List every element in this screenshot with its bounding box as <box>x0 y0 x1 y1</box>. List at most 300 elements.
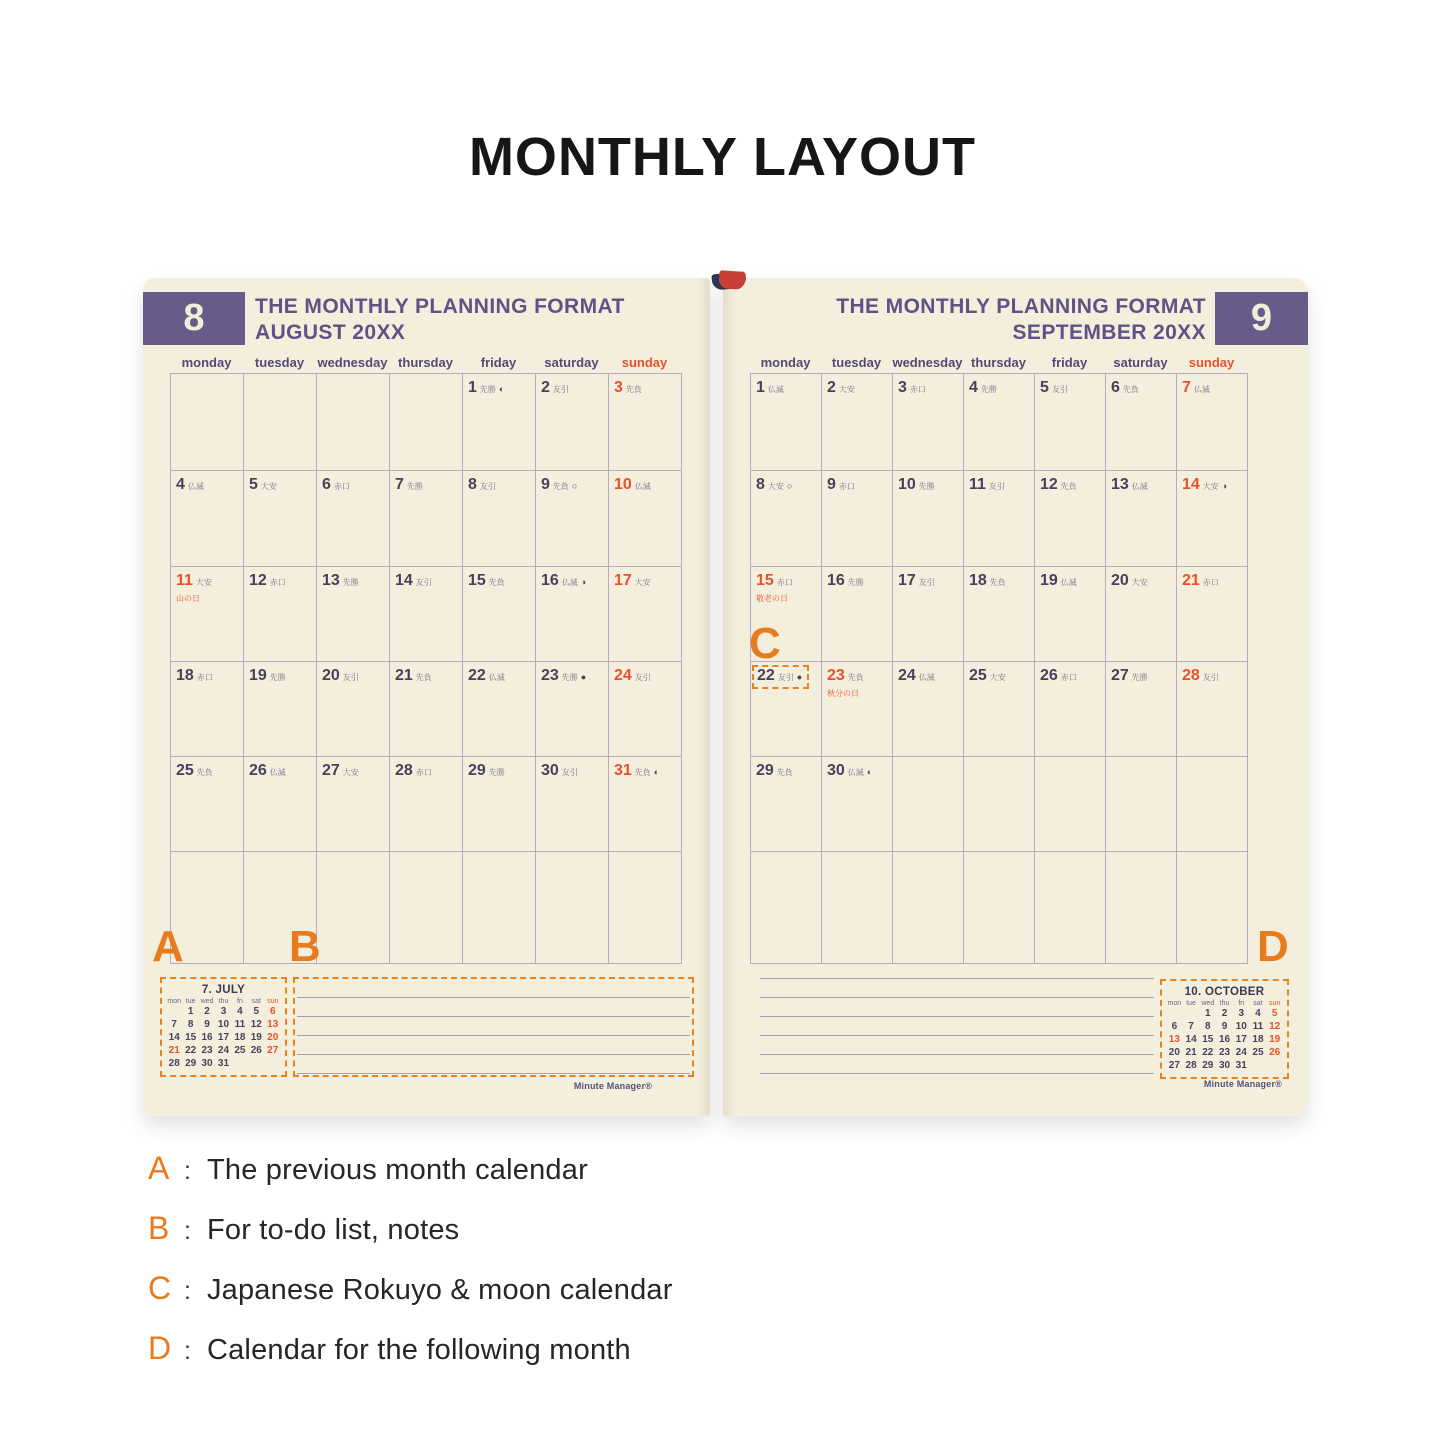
legend-item <box>148 1150 673 1187</box>
calendar-day-cell <box>244 374 317 471</box>
day-cell-content <box>541 476 577 494</box>
mini-calendar-day: 27 <box>1168 1060 1180 1071</box>
day-cell-content <box>176 762 213 780</box>
day-cell-content <box>468 379 504 397</box>
moon-phase-icon: ○ <box>786 481 793 491</box>
bookmark-ribbon-icon <box>711 270 751 292</box>
rokuyo-label: 友引 <box>552 385 569 394</box>
calendar-day-cell <box>609 471 682 567</box>
date-number: 15 <box>468 572 486 589</box>
day-cell-content <box>898 667 935 685</box>
day-cell-content <box>249 667 286 685</box>
day-cell-content <box>1111 476 1148 494</box>
mini-calendar-day: 11 <box>234 1019 246 1030</box>
mini-calendar-day: 14 <box>1185 1034 1197 1045</box>
rokuyo-label: 先負 <box>847 673 864 682</box>
mini-weekday-header: mon <box>167 998 182 1005</box>
day-cell-content <box>1182 572 1219 590</box>
calendar-day-cell <box>1035 471 1106 567</box>
mini-calendar-day: 1 <box>187 1006 194 1017</box>
mini-calendar-day: 31 <box>1235 1060 1247 1071</box>
day-cell-content <box>468 762 505 780</box>
date-number: 24 <box>898 667 916 684</box>
legend-colon: : <box>184 1277 191 1305</box>
day-cell-content <box>898 379 926 397</box>
day-cell-content <box>969 476 1005 494</box>
mini-calendar-day: 3 <box>1238 1008 1245 1019</box>
weekday-header: thursday <box>971 355 1026 370</box>
mini-calendar-day: 28 <box>1185 1060 1197 1071</box>
mini-calendar-day: 2 <box>1221 1008 1228 1019</box>
mini-calendar-day-headers <box>1166 1000 1283 1007</box>
mini-weekday-header: thu <box>1219 1000 1230 1007</box>
month-year-line: SEPTEMBER 20XX <box>1012 321 1206 344</box>
day-cell-content <box>614 379 642 397</box>
rokuyo-label: 先勝 <box>479 385 496 394</box>
day-cell-content <box>541 379 569 397</box>
rokuyo-label: 先負 <box>415 673 432 682</box>
day-cell-content <box>468 667 505 685</box>
mini-calendar-day <box>232 1057 248 1070</box>
date-number: 12 <box>1040 476 1058 493</box>
date-number: 1 <box>468 379 477 396</box>
mini-calendar-day: 8 <box>187 1019 194 1030</box>
mini-calendar-day: 7 <box>171 1019 177 1030</box>
date-number: 6 <box>1111 379 1120 396</box>
legend-item <box>148 1330 673 1367</box>
day-cell-content <box>614 572 651 590</box>
calendar-day-cell <box>1106 852 1177 964</box>
moon-phase-icon: ● <box>796 672 803 682</box>
date-number: 17 <box>614 572 632 589</box>
date-number: 9 <box>541 476 550 493</box>
rokuyo-label: 先負 <box>1060 482 1077 491</box>
date-number: 6 <box>322 476 331 493</box>
rokuyo-label: 赤口 <box>333 482 350 491</box>
mini-calendar-week-row <box>1166 1020 1283 1033</box>
legend-text: For to-do list, notes <box>206 1214 460 1246</box>
note-line <box>297 1035 690 1036</box>
date-number: 18 <box>176 667 194 684</box>
calendar-day-cell <box>317 852 390 964</box>
mini-calendar-day: 21 <box>1185 1047 1197 1058</box>
weekday-header: friday <box>1051 355 1088 370</box>
date-number: 9 <box>827 476 836 493</box>
mini-calendar-day <box>1250 1059 1267 1072</box>
date-number: 8 <box>756 476 765 493</box>
weekday-header: thursday <box>398 355 453 370</box>
mini-calendar-day: 10 <box>1235 1021 1247 1032</box>
calendar-day-cell <box>822 374 893 471</box>
calendar-day-cell <box>893 662 964 757</box>
rokuyo-label: 大安 <box>634 578 651 587</box>
day-cell-content <box>395 667 432 685</box>
note-line <box>297 1016 690 1017</box>
date-number: 29 <box>756 762 774 779</box>
date-number: 26 <box>1040 667 1058 684</box>
rokuyo-label: 先負 <box>1122 385 1139 394</box>
legend-text: Calendar for the following month <box>206 1334 631 1366</box>
calendar-day-cell <box>751 757 822 852</box>
calendar-day-cell <box>317 757 390 852</box>
date-number: 23 <box>541 667 559 684</box>
calendar-day-cell <box>463 662 536 757</box>
calendar-day-cell <box>609 374 682 471</box>
calendar-day-cell <box>244 662 317 757</box>
weekday-header: saturday <box>1113 355 1168 370</box>
date-number: 2 <box>827 379 836 396</box>
holiday-label: 秋分の日 <box>827 689 859 698</box>
legend-item <box>148 1270 673 1307</box>
weekday-header: tuesday <box>831 355 882 370</box>
calendar-day-cell <box>1177 662 1248 757</box>
day-cell-content <box>969 379 997 397</box>
date-number: 3 <box>614 379 623 396</box>
notes-area-box <box>293 977 694 1077</box>
date-number: 11 <box>969 476 986 493</box>
calendar-day-cell <box>463 852 536 964</box>
rokuyo-label: 仏滅 <box>918 673 935 682</box>
mini-calendar-day: 26 <box>250 1045 262 1056</box>
note-line <box>760 978 1154 979</box>
note-line <box>297 997 690 998</box>
mini-calendar-title: 10. OCTOBER <box>1184 986 1265 998</box>
calendar-day-cell <box>244 757 317 852</box>
note-line <box>760 1016 1154 1017</box>
day-cell-content <box>322 667 359 685</box>
ribbon-red-part <box>718 270 745 290</box>
date-number: 11 <box>176 572 193 589</box>
day-cell-content <box>827 667 864 685</box>
moon-phase-icon: ○ <box>571 481 578 491</box>
day-cell-content <box>468 476 496 494</box>
date-number: 8 <box>468 476 477 493</box>
mini-calendar-day: 16 <box>201 1032 213 1043</box>
date-number: 2 <box>541 379 550 396</box>
date-number: 14 <box>1182 476 1200 493</box>
legend-letter: A <box>148 1150 170 1186</box>
moon-phase-icon: ◑ <box>1221 481 1228 491</box>
mini-calendar-day: 9 <box>204 1019 210 1030</box>
weekday-header: monday <box>181 355 232 370</box>
calendar-day-cell <box>1106 374 1177 471</box>
mini-calendar-day: 12 <box>1269 1021 1281 1032</box>
rokuyo-label: 赤口 <box>1060 673 1077 682</box>
date-number: 7 <box>395 476 404 493</box>
day-cell-content <box>827 379 855 397</box>
rokuyo-label: 先勝 <box>1131 673 1148 682</box>
mini-calendar-day: 26 <box>1269 1047 1281 1058</box>
rokuyo-label: 大安 <box>838 385 855 394</box>
calendar-day-cell <box>1177 374 1248 471</box>
day-cell-content <box>1040 572 1077 590</box>
mini-calendar-day <box>166 1005 182 1018</box>
note-line <box>297 1073 690 1074</box>
mini-calendar-day: 16 <box>1218 1034 1231 1045</box>
day-cell-content <box>898 476 935 494</box>
moon-phase-icon: ● <box>580 672 587 682</box>
day-cell-content <box>176 667 213 685</box>
rokuyo-label: 赤口 <box>196 673 213 682</box>
legend-text: Japanese Rokuyo & moon calendar <box>206 1274 673 1306</box>
marker-letter-d: D <box>1257 922 1289 971</box>
planning-format-line: THE MONTHLY PLANNING FORMAT <box>255 295 625 318</box>
mini-calendar-day: 15 <box>185 1032 197 1043</box>
mini-calendar-day: 7 <box>1188 1021 1194 1032</box>
day-cell-content <box>1111 379 1139 397</box>
calendar-day-cell <box>893 374 964 471</box>
date-number: 5 <box>249 476 258 493</box>
day-cell-content <box>322 476 350 494</box>
date-number: 3 <box>898 379 907 396</box>
mini-weekday-header: fri <box>1238 1000 1245 1007</box>
holiday-label: 敬老の日 <box>756 594 788 603</box>
moon-phase-icon: ◐ <box>866 767 873 777</box>
month-grid <box>170 373 682 964</box>
rokuyo-label: 先勝 <box>980 385 997 394</box>
calendar-day-cell <box>1177 757 1248 852</box>
calendar-day-cell <box>609 662 682 757</box>
mini-calendar-day: 22 <box>1202 1047 1214 1058</box>
date-number: 19 <box>1040 572 1058 589</box>
calendar-day-cell <box>893 567 964 662</box>
mini-calendar-day: 29 <box>185 1058 197 1069</box>
mini-calendar-week-row <box>166 1031 281 1044</box>
rokuyo-label: 大安 <box>260 482 277 491</box>
weekday-header: friday <box>480 355 517 370</box>
date-number: 28 <box>395 762 413 779</box>
calendar-day-cell <box>317 374 390 471</box>
calendar-day-cell <box>390 757 463 852</box>
rokuyo-label: 先負 <box>625 385 642 394</box>
mini-calendar-day: 22 <box>185 1045 197 1056</box>
mini-calendar-week-row <box>1166 1033 1283 1046</box>
day-cell-content <box>249 476 277 494</box>
day-cell-content <box>1111 667 1148 685</box>
mini-calendar-day: 25 <box>234 1045 246 1056</box>
calendar-day-cell <box>751 471 822 567</box>
legend-letter: C <box>148 1270 172 1306</box>
day-header-row <box>170 355 681 370</box>
date-number: 28 <box>1182 667 1200 684</box>
rokuyo-label: 赤口 <box>838 482 855 491</box>
previous-month-mini-calendar-box <box>160 977 287 1077</box>
rokuyo-label: 赤口 <box>776 578 793 587</box>
date-number: 14 <box>395 572 413 589</box>
mini-calendar-day <box>1266 1059 1283 1072</box>
calendar-day-cell <box>893 852 964 964</box>
mini-calendar-day: 10 <box>217 1019 230 1030</box>
weekday-header: wednesday <box>892 355 963 370</box>
calendar-day-cell <box>1106 567 1177 662</box>
rokuyo-label: 大安 <box>767 482 784 491</box>
day-cell-content <box>969 572 1006 590</box>
date-number: 13 <box>322 572 340 589</box>
day-cell-content <box>541 762 578 780</box>
rokuyo-label: 先勝 <box>847 578 864 587</box>
date-number: 16 <box>827 572 845 589</box>
legend-letter: B <box>148 1210 170 1246</box>
mini-calendar-day: 30 <box>1218 1060 1231 1071</box>
mini-calendar-day: 23 <box>1218 1047 1231 1058</box>
month-year-line: AUGUST 20XX <box>255 321 406 344</box>
rokuyo-label: 先負 <box>196 768 213 777</box>
day-cell-content <box>395 572 432 590</box>
note-line <box>760 1035 1154 1036</box>
rokuyo-label: 赤口 <box>415 768 432 777</box>
day-cell-content <box>176 476 204 494</box>
day-cell-content <box>541 667 586 685</box>
calendar-day-cell <box>751 852 822 964</box>
calendar-day-cell <box>893 757 964 852</box>
calendar-day-cell <box>463 471 536 567</box>
mini-calendar-day: 19 <box>1269 1034 1281 1045</box>
planning-format-line: THE MONTHLY PLANNING FORMAT <box>836 295 1206 318</box>
mini-weekday-header: tue <box>1186 1000 1196 1007</box>
moon-phase-icon: ◐ <box>653 767 660 777</box>
date-number: 4 <box>176 476 185 493</box>
mini-weekday-header: sun <box>267 998 279 1005</box>
calendar-day-cell <box>822 852 893 964</box>
day-cell-content <box>898 572 935 590</box>
note-line <box>760 1073 1154 1074</box>
calendar-day-cell <box>1177 471 1248 567</box>
calendar-day-cell <box>1106 757 1177 852</box>
rokuyo-label: 大安 <box>1131 578 1148 587</box>
rokuyo-label: 仏滅 <box>488 673 505 682</box>
calendar-day-cell <box>390 471 463 567</box>
mini-calendar-day: 9 <box>1221 1021 1228 1032</box>
date-number: 12 <box>249 572 267 589</box>
weekday-header: sunday <box>1188 355 1235 370</box>
date-number: 5 <box>1040 379 1049 396</box>
day-cell-content <box>969 667 1006 685</box>
date-number: 26 <box>249 762 267 779</box>
date-number: 23 <box>827 667 845 684</box>
date-number: 16 <box>541 572 559 589</box>
rokuyo-label: 先勝 <box>269 673 286 682</box>
date-number: 30 <box>541 762 559 779</box>
month-number-badge: 8 <box>143 292 245 345</box>
rokuyo-label: 仏滅 <box>187 482 204 491</box>
rokuyo-label: 大安 <box>1202 482 1219 491</box>
rokuyo-label: 友引 <box>561 768 578 777</box>
mini-calendar-day <box>265 1057 281 1070</box>
rokuyo-label: 仏滅 <box>1131 482 1148 491</box>
date-number: 27 <box>1111 667 1129 684</box>
weekday-header: tuesday <box>254 355 305 370</box>
date-number: 25 <box>969 667 987 684</box>
rokuyo-label: 仏滅 <box>634 482 651 491</box>
month-grid <box>750 373 1248 964</box>
day-cell-content <box>756 476 792 494</box>
mini-calendar-day: 4 <box>1255 1008 1261 1019</box>
marker-letter-c: C <box>749 619 781 668</box>
calendar-day-cell <box>536 374 609 471</box>
weekday-header: saturday <box>544 355 599 370</box>
rokuyo-label: 先負 <box>488 578 505 587</box>
rokuyo-label: 友引 <box>342 673 359 682</box>
mini-calendar-day: 23 <box>201 1045 213 1056</box>
calendar-day-cell <box>964 471 1035 567</box>
mini-calendar-day: 17 <box>217 1032 230 1043</box>
rokuyo-label: 大安 <box>989 673 1006 682</box>
day-cell-content <box>249 572 286 590</box>
date-number: 27 <box>322 762 340 779</box>
calendar-day-cell <box>1035 662 1106 757</box>
day-cell-content <box>1111 572 1148 590</box>
weekday-header: sunday <box>621 355 668 370</box>
mini-weekday-header: fri <box>236 998 243 1005</box>
rokuyo-label: 友引 <box>1202 673 1219 682</box>
date-number: 30 <box>827 762 845 779</box>
calendar-day-cell <box>171 374 244 471</box>
mini-calendar-day: 5 <box>253 1006 260 1017</box>
mini-calendar-day: 18 <box>234 1032 246 1043</box>
brand-logo-text: Minute Manager® <box>573 1081 652 1091</box>
day-cell-content <box>756 572 793 590</box>
calendar-day-cell <box>390 662 463 757</box>
mini-calendar-day: 5 <box>1271 1008 1278 1019</box>
mini-calendar-day: 13 <box>1168 1034 1180 1045</box>
mini-calendar-day: 8 <box>1205 1021 1211 1032</box>
mini-weekday-header: thu <box>218 998 229 1005</box>
day-header-row <box>750 355 1247 370</box>
rokuyo-label: 大安 <box>195 578 212 587</box>
mini-weekday-header: wed <box>1201 1000 1215 1007</box>
rokuyo-label: 大安 <box>342 768 359 777</box>
calendar-day-cell <box>317 662 390 757</box>
mini-calendar-day: 19 <box>250 1032 262 1043</box>
calendar-day-cell <box>822 471 893 567</box>
mini-calendar <box>1162 986 1287 1072</box>
rokuyo-label: 友引 <box>634 673 651 682</box>
mini-calendar-day: 21 <box>168 1045 180 1056</box>
calendar-day-cell <box>463 374 536 471</box>
calendar-day-cell <box>390 374 463 471</box>
calendar-day-cell <box>822 757 893 852</box>
mini-calendar-day <box>248 1057 264 1070</box>
weekday-header: monday <box>760 355 811 370</box>
calendar-day-cell <box>171 567 244 662</box>
date-number: 7 <box>1182 379 1191 396</box>
calendar-day-cell <box>751 662 822 757</box>
calendar-day-cell <box>964 852 1035 964</box>
rokuyo-label: 仏滅 <box>1060 578 1077 587</box>
mini-calendar-day: 20 <box>1168 1047 1180 1058</box>
legend-colon: : <box>184 1217 191 1245</box>
rokuyo-label: 友引 <box>777 673 794 682</box>
mini-calendar-week-row <box>1166 1059 1283 1072</box>
day-cell-content <box>1182 476 1227 494</box>
rokuyo-label: 先勝 <box>406 482 423 491</box>
mini-calendar <box>162 984 285 1070</box>
rokuyo-label: 先勝 <box>342 578 359 587</box>
date-number: 10 <box>898 476 916 493</box>
rokuyo-label: 仏滅 <box>269 768 286 777</box>
calendar-day-cell <box>317 567 390 662</box>
rokuyo-label: 仏滅 <box>767 385 784 394</box>
month-number-badge: 9 <box>1215 292 1308 345</box>
moon-phase-icon: ◑ <box>580 577 587 587</box>
mini-calendar-day: 14 <box>168 1032 180 1043</box>
rokuyo-label: 友引 <box>415 578 432 587</box>
mini-calendar-week-row <box>166 1057 281 1070</box>
rokuyo-label: 先勝 <box>918 482 935 491</box>
day-cell-content <box>1040 476 1077 494</box>
day-cell-content <box>249 762 286 780</box>
day-cell-content <box>1182 379 1210 397</box>
